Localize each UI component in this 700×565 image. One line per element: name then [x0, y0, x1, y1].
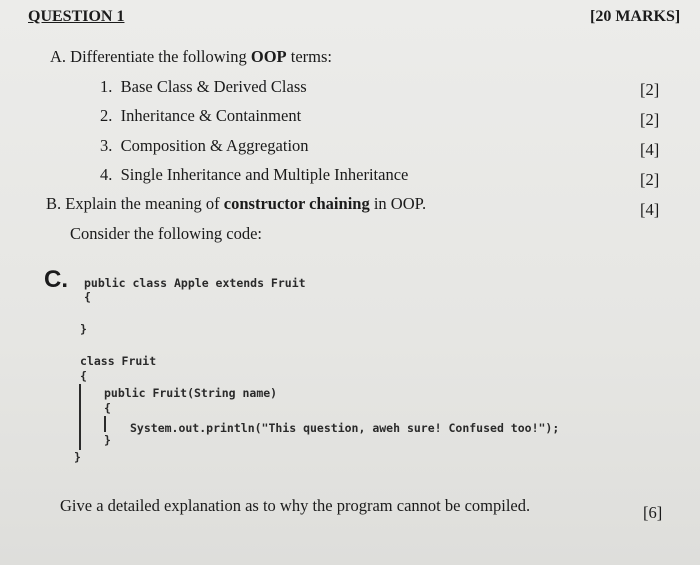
part-c-label: C. [44, 266, 68, 293]
part-a-bold: OOP [250, 47, 287, 66]
code-line: System.out.println("This question, aweh sure! Confused too!"); [130, 421, 560, 435]
code-line: { [80, 369, 87, 383]
code-line: } [80, 322, 87, 336]
item-number: 4. [100, 165, 113, 184]
code-line: class Fruit [80, 354, 157, 368]
item-marks: [2] [640, 170, 660, 189]
total-marks: [20 MARKS] [590, 8, 681, 25]
part-b-prompt [46, 194, 426, 214]
part-a-suffix: terms: [286, 47, 332, 66]
item-marks: [4] [640, 140, 660, 159]
code-line: } [74, 450, 81, 464]
code-line: public Fruit(String name) [104, 386, 278, 400]
question-title: QUESTION 1 [28, 8, 125, 25]
item-text: Inheritance & Containment [120, 106, 302, 125]
part-b-marks: [4] [640, 200, 660, 219]
item-text: Composition & Aggregation [120, 136, 309, 155]
item-number: 2. [100, 106, 113, 125]
part-a-prefix: A. Differentiate the following [50, 47, 251, 66]
part-b-bold: constructor chaining [223, 194, 370, 213]
item-number: 3. [100, 136, 113, 155]
brace-guide-line [79, 384, 81, 450]
item-marks: [2] [640, 110, 660, 129]
list-item [100, 136, 309, 156]
item-text: Single Inheritance and Multiple Inheritance [120, 165, 409, 184]
part-c-question: Give a detailed explanation as to why the program cannot be compiled. [60, 496, 531, 515]
part-a-prompt [50, 47, 332, 67]
inner-brace-guide-line [104, 416, 106, 432]
list-item [100, 165, 408, 185]
item-number: 1. [100, 77, 113, 96]
part-b-suffix: in OOP. [369, 194, 427, 213]
list-item [100, 77, 307, 97]
consider-text: Consider the following code: [70, 224, 263, 243]
item-marks: [2] [640, 80, 660, 99]
code-line: public class Apple extends Fruit [84, 276, 306, 290]
code-line: } [104, 433, 111, 447]
code-line: { [104, 401, 111, 415]
part-b-prefix: B. Explain the meaning of [46, 194, 224, 213]
list-item [100, 106, 301, 126]
code-line: { [84, 290, 91, 304]
item-text: Base Class & Derived Class [120, 77, 307, 96]
part-c-marks: [6] [643, 503, 663, 522]
